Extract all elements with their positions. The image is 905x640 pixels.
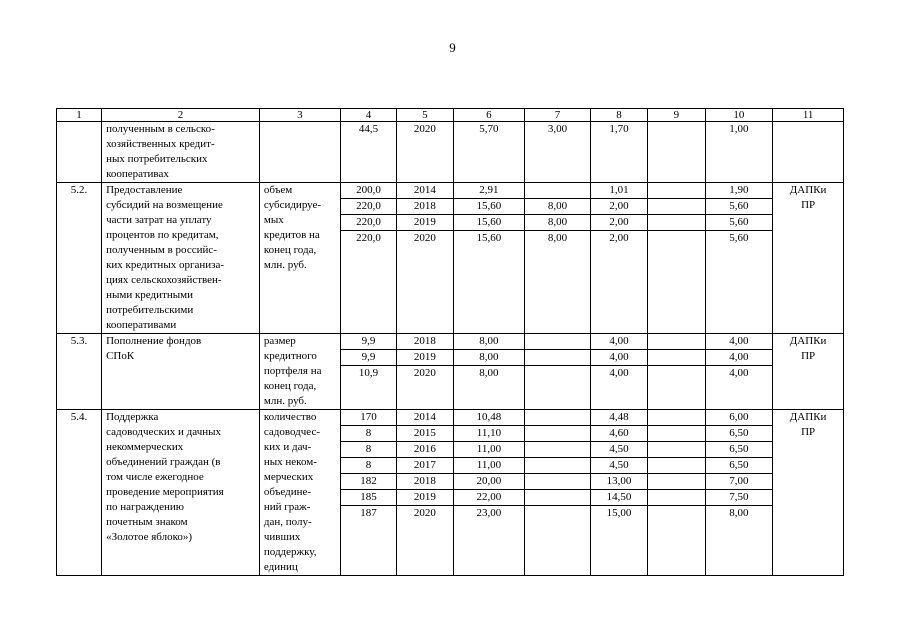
regional-amount: 2,00: [609, 232, 629, 244]
target-value: 220,0: [341, 215, 396, 231]
description-line: субсидий на возмещение: [106, 199, 223, 211]
description-line: ными кредитными: [106, 289, 193, 301]
target-value: 220,0: [356, 232, 381, 244]
indicator-description: [259, 183, 340, 334]
total-amount: 11,00: [454, 442, 525, 458]
description-line: хозяйственных кредит-: [106, 138, 215, 150]
table-row: [57, 410, 844, 576]
other-amount: 4,00: [729, 367, 749, 379]
target-value-cell: [340, 334, 396, 410]
measure-description: [102, 122, 260, 183]
description-line: ных потребительских: [106, 153, 208, 165]
municipal-amount-cell: [648, 334, 705, 410]
item-number: [57, 122, 102, 183]
other-amount: 6,50: [706, 458, 773, 474]
federal-amount: [525, 474, 590, 490]
total-amount: 11,10: [454, 426, 525, 442]
target-value: 10,9: [358, 367, 379, 379]
item-number: 5.2.: [57, 183, 102, 334]
year: 2018: [397, 334, 452, 350]
year-cell: [397, 410, 453, 576]
federal-amount-cell: [525, 183, 591, 334]
description-line: потребительскими: [106, 304, 194, 316]
responsible-line: ПР: [801, 426, 816, 438]
target-value: 182: [341, 474, 396, 490]
other-amount-cell: [705, 334, 773, 410]
other-amount: 6,50: [706, 442, 773, 458]
header-cell: 6: [453, 109, 525, 122]
year: 2016: [397, 442, 452, 458]
header-cell: 3: [259, 109, 340, 122]
description-line: Поддержка: [106, 411, 159, 423]
indicator-line: млн. руб.: [263, 259, 307, 271]
other-amount: 4,00: [706, 350, 773, 366]
target-value: 220,0: [341, 199, 396, 215]
description-line: «Золотое яблоко»): [106, 531, 193, 543]
indicator-line: объем: [263, 184, 293, 196]
target-value: 9,9: [341, 350, 396, 366]
description-line: ких кредитных организа-: [106, 259, 225, 271]
responsible-line: ДАПКи: [789, 411, 827, 423]
responsible-executor: [773, 122, 844, 183]
municipal-amount: [648, 231, 704, 246]
other-amount: 5,60: [729, 232, 749, 244]
municipal-amount: [648, 334, 704, 350]
header-cell: 8: [590, 109, 647, 122]
target-value: 170: [341, 410, 396, 426]
indicator-line: садоводчес-: [263, 426, 321, 438]
other-amount: 8,00: [729, 507, 749, 519]
other-amount: 1,00: [729, 123, 749, 135]
year: 2018: [397, 199, 452, 215]
header-row: [57, 109, 844, 122]
table-row: [57, 183, 844, 334]
year: 2020: [413, 232, 436, 244]
description-line: части затрат на уплату: [106, 214, 212, 226]
indicator-line: млн. руб.: [263, 395, 307, 407]
municipal-amount: [648, 215, 704, 231]
header-cell: 2: [102, 109, 260, 122]
regional-amount: 13,00: [591, 474, 647, 490]
indicator-line: количество: [263, 411, 317, 423]
responsible-executor: [773, 334, 844, 410]
year-cell: [397, 122, 453, 183]
header-cell: 10: [705, 109, 773, 122]
year-cell: [397, 183, 453, 334]
indicator-line: объедине-: [263, 486, 312, 498]
target-value: 200,0: [341, 183, 396, 199]
table-row: [57, 122, 844, 183]
regional-amount: 4,60: [591, 426, 647, 442]
year-cell: [397, 334, 453, 410]
other-amount: 6,00: [706, 410, 773, 426]
item-number: 5.4.: [57, 410, 102, 576]
regional-amount: 4,48: [591, 410, 647, 426]
indicator-line: мых: [263, 214, 284, 226]
description-line: кооперативами: [106, 319, 177, 331]
indicator-line: субсидируе-: [263, 199, 322, 211]
indicator-description: [259, 122, 340, 183]
indicator-line: ных неком-: [263, 456, 317, 468]
description-line: Предоставление: [106, 184, 183, 196]
total-amount: 15,60: [476, 232, 502, 244]
regional-amount: 4,50: [591, 442, 647, 458]
indicator-line: дан, полу-: [263, 516, 312, 528]
regional-amount-cell: [590, 122, 647, 183]
indicator-description: [259, 334, 340, 410]
indicator-line: поддержку,: [263, 546, 317, 558]
target-value: 185: [341, 490, 396, 506]
municipal-amount: [648, 474, 704, 490]
federal-amount: 8,00: [547, 232, 568, 244]
municipal-amount: [648, 350, 704, 366]
indicator-line: ких и дач-: [263, 441, 312, 453]
target-value: 8: [341, 442, 396, 458]
total-amount-cell: [453, 334, 525, 410]
regional-amount: 1,01: [591, 183, 647, 199]
target-value: 44,5: [358, 123, 379, 135]
municipal-amount: [648, 442, 704, 458]
table-row: [57, 334, 844, 410]
regional-amount: 15,00: [606, 507, 632, 519]
total-amount: 15,60: [454, 215, 525, 231]
target-value-cell: [340, 122, 396, 183]
description-line: почетным знаком: [106, 516, 188, 528]
description-line: кооперативах: [106, 168, 169, 180]
description-line: садоводческих и дачных: [106, 426, 222, 438]
year: 2018: [397, 474, 452, 490]
municipal-amount: [648, 122, 704, 137]
regional-amount: 14,50: [591, 490, 647, 506]
target-value: 9,9: [341, 334, 396, 350]
header-cell: 5: [397, 109, 453, 122]
other-amount-cell: [705, 122, 773, 183]
target-value: 8: [341, 458, 396, 474]
indicator-line: единиц: [263, 561, 298, 573]
federal-amount: [525, 183, 590, 199]
total-amount: 2,91: [454, 183, 525, 199]
regional-amount: 2,00: [591, 215, 647, 231]
municipal-amount-cell: [648, 183, 705, 334]
total-amount-cell: [453, 410, 525, 576]
measure-description: [102, 334, 260, 410]
description-line: процентов по кредитам,: [106, 229, 219, 241]
page-number: 9: [449, 40, 456, 55]
header-cell: 1: [57, 109, 102, 122]
target-value-cell: [340, 410, 396, 576]
indicator-line: мерческих: [263, 471, 314, 483]
municipal-amount: [648, 426, 704, 442]
description-line: циях сельскохозяйствен-: [106, 274, 222, 286]
total-amount: 10,48: [454, 410, 525, 426]
responsible-executor: [773, 410, 844, 576]
other-amount: 4,00: [706, 334, 773, 350]
description-line: СПоК: [106, 350, 135, 362]
target-value: 8: [341, 426, 396, 442]
header-cell: 9: [648, 109, 705, 122]
description-line: том числе ежегодное: [106, 471, 204, 483]
regional-amount: 1,70: [609, 123, 629, 135]
regional-amount: 2,00: [591, 199, 647, 215]
target-value: 187: [360, 507, 377, 519]
other-amount: 6,50: [706, 426, 773, 442]
total-amount: 8,00: [454, 350, 525, 366]
municipal-amount: [648, 183, 704, 199]
municipal-amount: [648, 410, 704, 426]
indicator-line: конец года,: [263, 244, 317, 256]
indicator-line: кредитов на: [263, 229, 320, 241]
indicator-line: чивших: [263, 531, 301, 543]
regional-amount-cell: [590, 334, 647, 410]
header-cell: 11: [773, 109, 844, 122]
year: 2014: [397, 410, 452, 426]
description-line: полученным в российс-: [106, 244, 217, 256]
header-cell: 7: [525, 109, 591, 122]
description-line: Пополнение фондов: [106, 335, 202, 347]
other-amount-cell: [705, 410, 773, 576]
indicator-line: ний граж-: [263, 501, 311, 513]
federal-amount: [525, 366, 590, 381]
federal-amount-cell: [525, 410, 591, 576]
municipal-amount-cell: [648, 122, 705, 183]
indicator-line: конец года,: [263, 380, 317, 392]
measure-description: [102, 183, 260, 334]
regional-amount: 4,00: [591, 334, 647, 350]
program-table: [56, 108, 844, 576]
description-line: некоммерческих: [106, 441, 184, 453]
regional-amount: 4,00: [609, 367, 629, 379]
year: 2015: [397, 426, 452, 442]
municipal-amount: [648, 199, 704, 215]
indicator-description: [259, 410, 340, 576]
federal-amount: 8,00: [525, 199, 590, 215]
federal-amount: [525, 506, 590, 521]
other-amount: 7,00: [706, 474, 773, 490]
responsible-line: ПР: [801, 199, 816, 211]
federal-amount: [525, 490, 590, 506]
item-number: 5.3.: [57, 334, 102, 410]
year: 2020: [413, 507, 436, 519]
municipal-amount: [648, 490, 704, 506]
indicator-line: портфеля на: [263, 365, 322, 377]
total-amount: 15,60: [454, 199, 525, 215]
year: 2020: [413, 123, 436, 135]
regional-amount: 4,50: [591, 458, 647, 474]
federal-amount: [525, 426, 590, 442]
responsible-line: ДАПКи: [789, 184, 827, 196]
measure-description: [102, 410, 260, 576]
federal-amount: [525, 458, 590, 474]
total-amount: 20,00: [454, 474, 525, 490]
year: 2017: [397, 458, 452, 474]
other-amount-cell: [705, 183, 773, 334]
federal-amount: 8,00: [525, 215, 590, 231]
total-amount: 23,00: [476, 507, 502, 519]
header-cell: 4: [340, 109, 396, 122]
municipal-amount: [648, 458, 704, 474]
description-line: полученным в сельско-: [106, 123, 215, 135]
federal-amount-cell: [525, 122, 591, 183]
federal-amount: [525, 442, 590, 458]
year: 2020: [413, 367, 436, 379]
description-line: проведение мероприятия: [106, 486, 224, 498]
municipal-amount-cell: [648, 410, 705, 576]
federal-amount: 3,00: [547, 123, 568, 135]
other-amount: 1,90: [706, 183, 773, 199]
target-value-cell: [340, 183, 396, 334]
responsible-line: ДАПКи: [789, 335, 827, 347]
total-amount: 5,70: [479, 123, 499, 135]
year: 2019: [397, 215, 452, 231]
federal-amount: [525, 410, 590, 426]
indicator-line: размер: [263, 335, 296, 347]
total-amount: 8,00: [454, 334, 525, 350]
municipal-amount: [648, 506, 704, 521]
total-amount-cell: [453, 122, 525, 183]
regional-amount-cell: [590, 410, 647, 576]
year: 2019: [397, 350, 452, 366]
federal-amount: [525, 334, 590, 350]
other-amount: 7,50: [706, 490, 773, 506]
description-line: по награждению: [106, 501, 184, 513]
total-amount: 22,00: [454, 490, 525, 506]
federal-amount-cell: [525, 334, 591, 410]
federal-amount: [525, 350, 590, 366]
other-amount: 5,60: [706, 215, 773, 231]
other-amount: 5,60: [706, 199, 773, 215]
municipal-amount: [648, 366, 704, 381]
year: 2019: [397, 490, 452, 506]
regional-amount: 4,00: [591, 350, 647, 366]
responsible-executor: [773, 183, 844, 334]
year: 2014: [397, 183, 452, 199]
total-amount: 11,00: [454, 458, 525, 474]
description-line: объединений граждан (в: [106, 456, 221, 468]
indicator-line: кредитного: [263, 350, 317, 362]
total-amount-cell: [453, 183, 525, 334]
responsible-line: ПР: [801, 350, 816, 362]
regional-amount-cell: [590, 183, 647, 334]
total-amount: 8,00: [479, 367, 499, 379]
